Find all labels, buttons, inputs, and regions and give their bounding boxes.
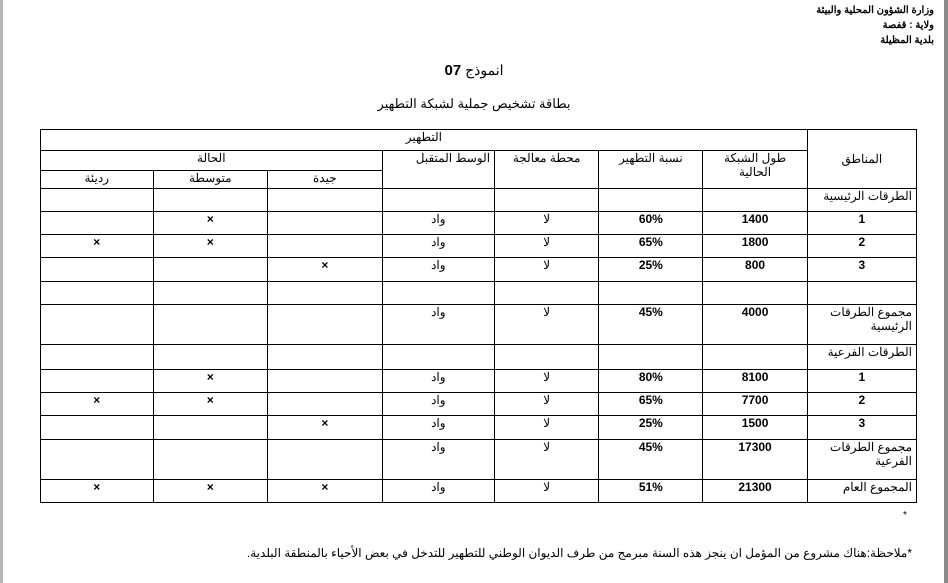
section-branch-roads: الطرقات الفرعية — [807, 345, 916, 370]
governorate-name: ولاية : قفصة — [882, 20, 934, 31]
header-condition-good: جيدة — [268, 171, 383, 189]
header-condition: الحالة — [41, 151, 383, 171]
header-receiving-medium: الوسط المتقبل — [382, 151, 494, 189]
main-total-row: مجموع الطرقات الرئيسية 4000 45% لا واد — [41, 305, 917, 345]
spacer-row — [41, 282, 917, 305]
table-row: 3 1500 25% لا واد × — [41, 416, 917, 440]
table-row: 1 1400 60% لا واد × — [41, 212, 917, 235]
table-row: 2 7700 65% لا واد × × — [41, 393, 917, 416]
ministry-name: وزارة الشؤون المحلية والبيئة — [816, 5, 934, 16]
note-text: *ملاحظة:هناك مشروع من المؤمل ان ينجز هذه السنة مبرمج من طرف الديوان الوطني للتطهير للتدخل في بعض الأحياء بالمنطقة البلدية. — [246, 546, 912, 560]
document-header — [816, 3, 934, 48]
table-row: 3 800 25% لا واد × — [41, 258, 917, 282]
header-sanitation-group: التطهير — [41, 130, 808, 151]
document-subtitle: بطاقة تشخيص جملية لشبكة التطهير — [377, 96, 571, 111]
header-treatment-station: محطة معالجة — [495, 151, 599, 189]
header-network-length: طول الشبكة الحالية — [703, 151, 807, 189]
footnote-star: * — [903, 510, 907, 521]
header-condition-medium: متوسطة — [153, 171, 268, 189]
section-main-roads: الطرقات الرئيسية — [807, 189, 916, 212]
window-right-edge — [944, 0, 948, 583]
municipality-name: بلدية المظيلة — [880, 35, 934, 46]
grand-total-row: المجموع العام 21300 51% لا واد × × × — [41, 480, 917, 503]
form-model-title — [0, 62, 948, 79]
form-label: انموذج — [465, 62, 504, 78]
header-condition-bad: رديئة — [41, 171, 154, 189]
table-row: 1 8100 80% لا واد × — [41, 370, 917, 393]
sanitation-table — [40, 129, 917, 503]
table-row: 2 1800 65% لا واد × × — [41, 235, 917, 258]
form-number: 07 — [444, 62, 462, 79]
branch-total-row: مجموع الطرقات الفرعية 17300 45% لا واد — [41, 440, 917, 480]
header-zones: المناطق — [807, 130, 916, 189]
window-left-edge — [0, 0, 3, 583]
header-sanitation-rate: نسبة التطهير — [599, 151, 703, 189]
